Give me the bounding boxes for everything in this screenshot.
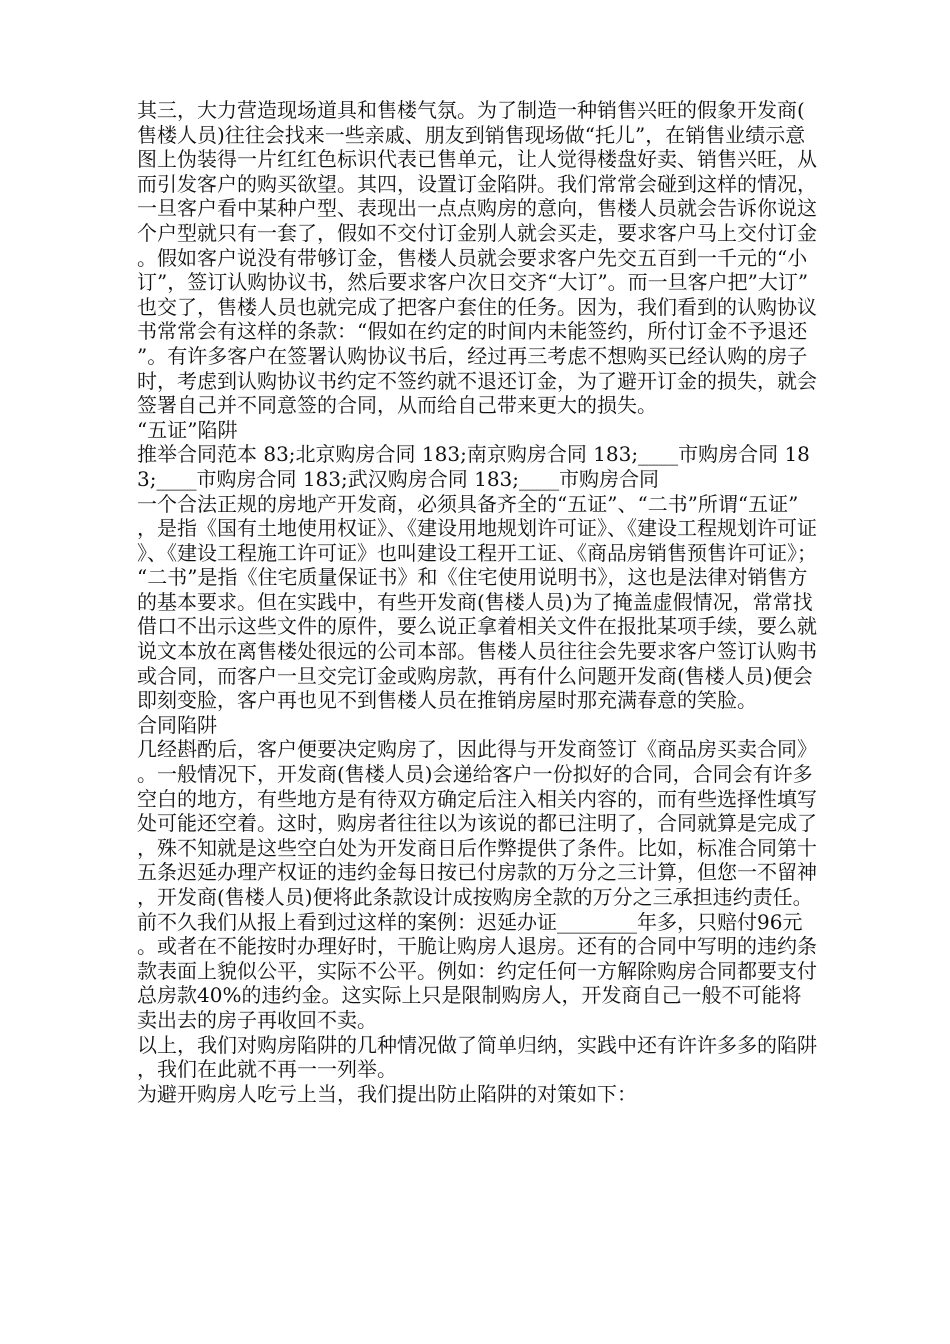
heading-contract-trap: 合同陷阱 [137, 712, 217, 737]
paragraph-five-certificates: 一个合法正规的房地产开发商，必须具备齐全的“五证”、“二书”所谓“五证”，是指《国有土地使用权证》、《建设用地规划许可证》、《建设工程规划许可证》、《建设工程施工许可证》也叫建设工程开工证、《商品房销售预售许可证》；“二书”是指《住宅质量保证书》和《住宅使用说明书》，这也是法律对销售方的基本要求。但在实践中，有些开发商(售楼人员)为了掩盖虚假情况，常常找借口不出示这些文件的原件，要么说正拿着相关文件在报批某项手续，要么就说文本放在离售楼处很远的公司本部。售楼人员往往会先要求客户签订认购书或合同，而客户一旦交完订金或购房款，再有什么问题开发商(售楼人员)便会即刻变脸，客户再也见不到售楼人员在推销房屋时那充满春意的笑脸。 [137, 491, 817, 713]
paragraph-countermeasures: 为避开购房人吃亏上当，我们提出防止陷阱的对策如下： [137, 1081, 637, 1106]
paragraph-recommended-contracts: 推举合同范本 83;北京购房合同 183;南京购房合同 183;____市购房合同 183;____市购房合同 183;武汉购房合同 183;____市购房合同 [137, 442, 810, 491]
heading-five-certificates-trap: “五证”陷阱 [137, 417, 238, 442]
paragraph-contract-trap: 几经斟酌后，客户便要决定购房了，因此得与开发商签订《商品房买卖合同》。一般情况下，开发商(售楼人员)会递给客户一份拟好的合同，合同会有许多空白的地方，有些地方是有待双方确定后注入相关内容的，而有些选择性填写处可能还空着。这时，购房者往往以为该说的都已注明了，合同就算是完成了，殊不知就是这些空白处为开发商日后作弊提供了条件。比如，标准合同第十五条迟延办理产权证的违约金每日按已付房款的万分之三计算，但您一不留神，开发商(售楼人员)便将此条款设计成按购房全款的万分之三承担违约责任。前不久我们从报上看到过这样的案例：迟延办证________年多，只赔付96元。或者在不能按时办理好时，干脆让购房人退房。还有的合同中写明的违约条款表面上貌似公平，实际不公平。例如：约定任何一方解除购房合同都要支付总房款40%的违约金。这实际上只是限制购房人，开发商自己一般不可能将卖出去的房子再收回不卖。 [137, 737, 817, 1032]
paragraph-deposit-trap: 其三，大力营造现场道具和售楼气氛。为了制造一种销售兴旺的假象开发商(售楼人员)往往会找来一些亲戚、朋友到销售现场做“托儿”，在销售业绩示意图上伪装得一片红红色标识代表已售单元，让人觉得楼盘好卖、销售兴旺，从而引发客户的购买欲望。其四，设置订金陷阱。我们常常会碰到这样的情况，一旦客户看中某种户型、表现出一点点购房的意向，售楼人员就会告诉你说这个户型就只有一套了，假如不交付订金别人就会买走，要求客户马上交付订金。假如客户说没有带够订金，售楼人员就会要求客户先交五百到一千元的“小订”，签订认购协议书，然后要求客户次日交齐“大订”。而一旦客户把”大订”也交了，售楼人员也就完成了把客户套住的任务。因为，我们看到的认购协议书常常会有这样的条款：“假如在约定的时间内未能签约，所付订金不予退还”。有许多客户在签署认购协议书后，经过再三考虑不想购买已经认购的房子时，考虑到认购协议书约定不签约就不退还订金，为了避开订金的损失，就会签署自己并不同意签的合同，从而给自己带来更大的损失。 [137, 98, 817, 418]
paragraph-summary: 以上，我们对购房陷阱的几种情况做了简单归纳，实践中还有许许多多的陷阱，我们在此就不再一一列举。 [137, 1032, 817, 1082]
document-page [137, 98, 817, 1106]
